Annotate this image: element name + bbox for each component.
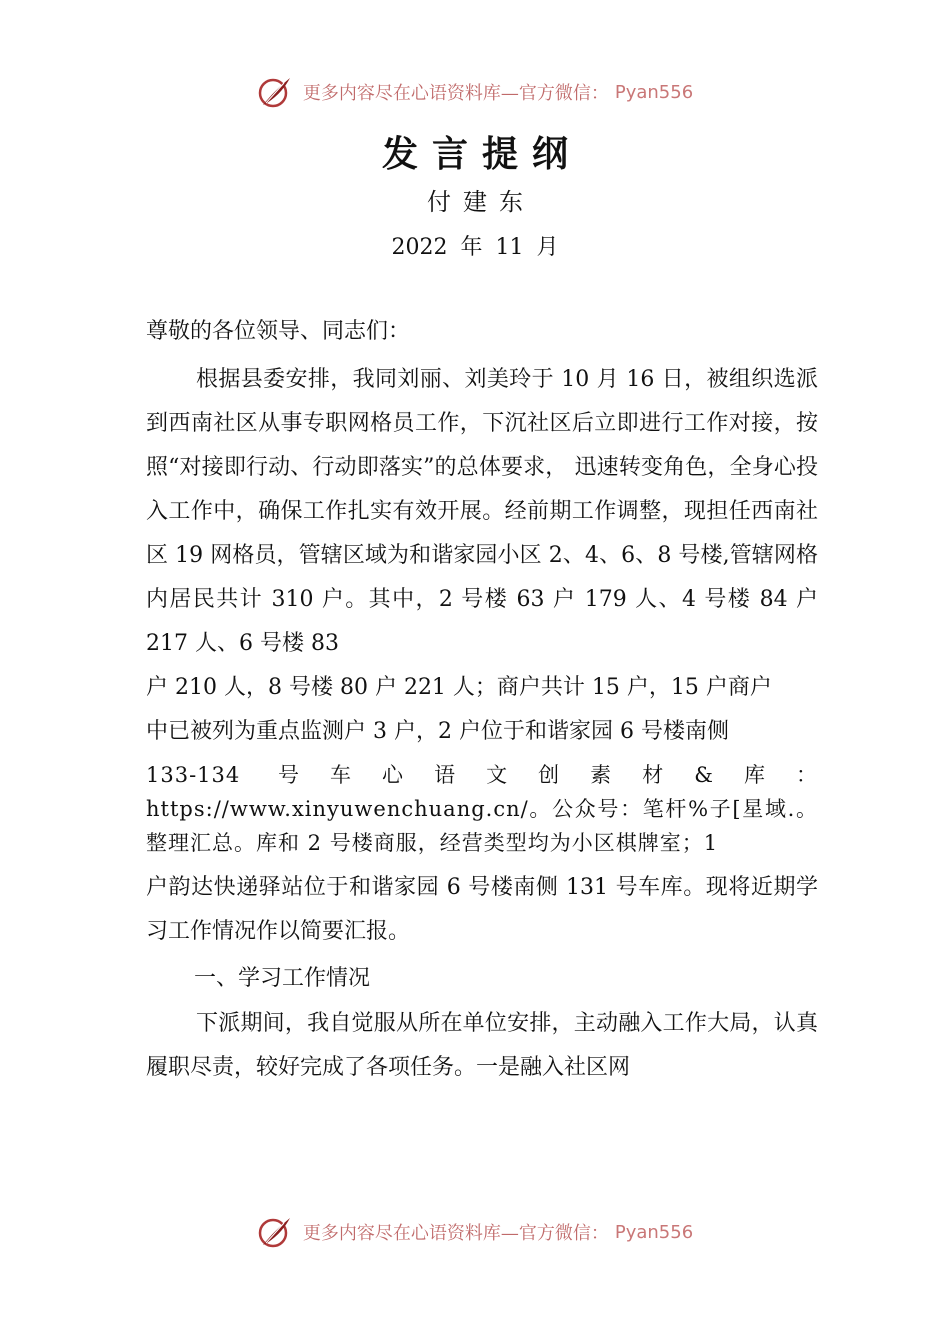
footer-watermark — [0, 1214, 950, 1250]
document-title: 发言提纲 — [381, 134, 582, 175]
document-author: 付建东 — [427, 188, 535, 216]
quill-logo-icon — [257, 1215, 293, 1249]
intro-paragraph-end: 户韵达快递驿站位于和谐家园 6 号楼南侧 131 号车库。现将近期学习工作情况作以简要汇报。 — [146, 875, 818, 944]
header-watermark — [0, 74, 950, 110]
watermark-text: 更多内容尽在心语资料库—官方微信： — [302, 1223, 609, 1244]
intro-paragraph-continued-2 — [146, 710, 818, 754]
section-1-paragraph: 下派期间，我自觉服从所在单位安排，主动融入工作大局，认真履职尽责，较好完成了各项任务。一是融入社区网 — [146, 1011, 818, 1080]
document-body — [146, 312, 818, 1090]
quill-logo-icon — [257, 75, 293, 109]
watermark-wechat-id: Pyan556 — [614, 1221, 694, 1243]
intro-paragraph — [146, 358, 818, 666]
salutation: 尊敬的各位领导、同志们： — [146, 319, 411, 344]
watermark-wechat-id: Pyan556 — [614, 81, 694, 103]
section-heading: 一、学习工作情况 — [194, 966, 371, 991]
intro-line-3: 中已被列为重点监测户 3 户，2 户位于和谐家园 6 号楼南侧 — [146, 719, 729, 744]
document-date: 2022 年 11 月 — [391, 235, 559, 260]
intro-line-1: 根据县委安排，我同刘丽、刘美玲于 10 月 16 日，被组织选派到西南社区从事专职网格员工作，下沉社区后立即进行工作对接，按照“对接即行动、行动即落实”的总体要求， 迅速转变角色，全身心投入工作中，确保工作扎实有效开展。经前期工作调整，现担任西南社区 19 网格员，管辖区域为和谐家园小区 2、4、6、8 号楼,管辖网格内居民共计 310 户。其中，2 号楼 63 户 179 人、4 号楼 84 户 217 人、6 号楼 83 — [146, 367, 818, 656]
intro-paragraph-continued — [146, 666, 818, 710]
intro-line-2: 户 210 人，8 号楼 80 户 221 人；商户共计 15 户，15 户商户 — [146, 675, 772, 700]
inserted-text: 133-134 号车心语文创素材&库：https://www.xinyuwenchuang.cn/。公众号：笔杆%子[星域.。整理汇总。库和 2 号楼商服，经营类型均为小区棋牌室；1 — [146, 763, 818, 855]
watermark-text: 更多内容尽在心语资料库—官方微信： — [302, 83, 609, 104]
